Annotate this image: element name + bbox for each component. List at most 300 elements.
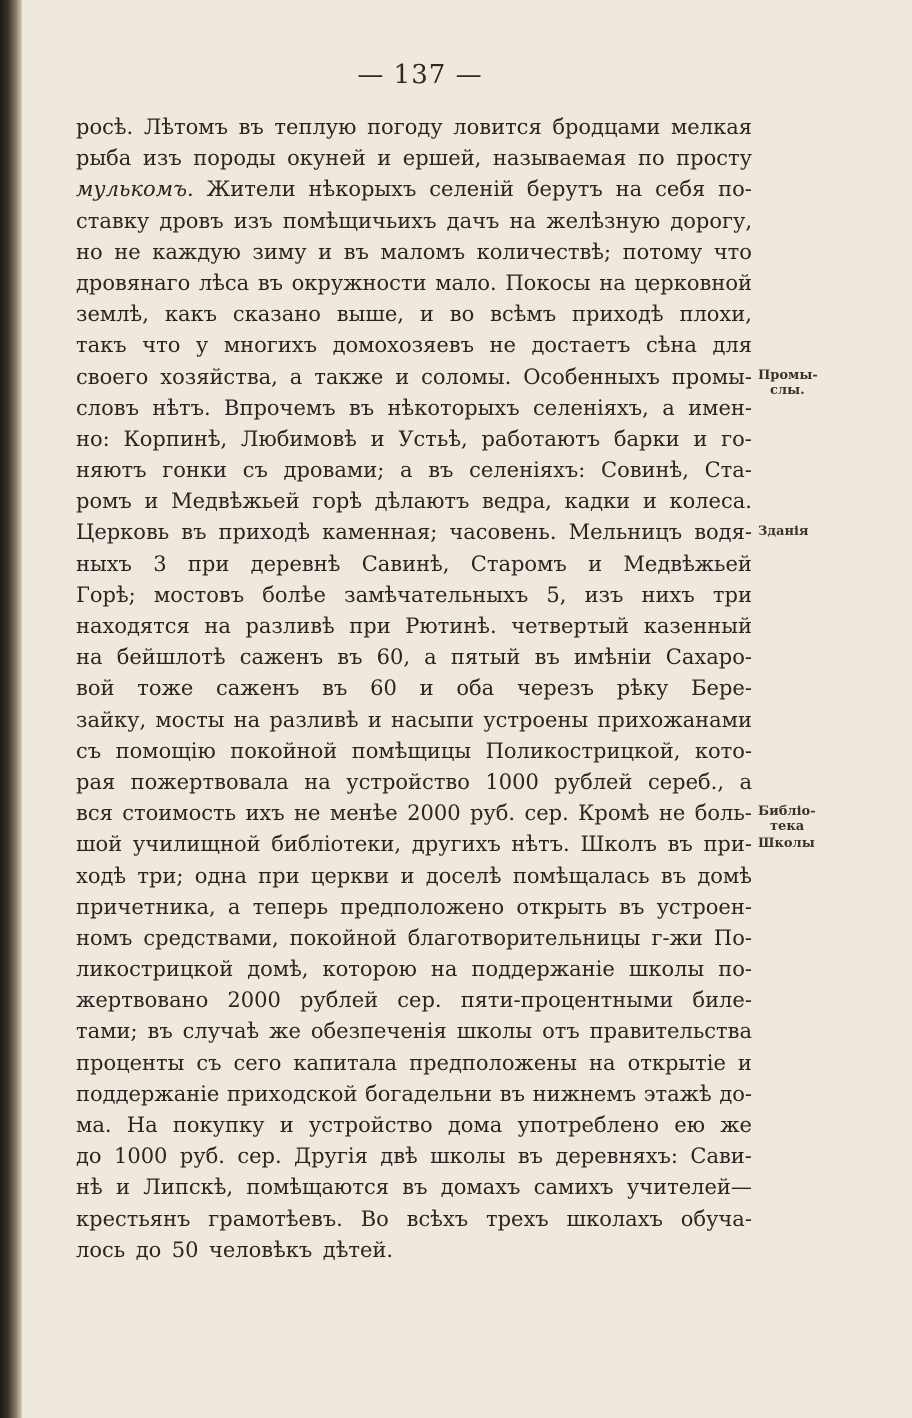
word: школы (628, 957, 705, 982)
word: и (737, 1050, 752, 1075)
word: сер. (524, 801, 569, 826)
word: 2000 (227, 988, 281, 1013)
word: но (76, 239, 103, 264)
word: рублей (299, 988, 379, 1013)
word: называемая (492, 146, 627, 171)
word: при- (703, 832, 752, 857)
word: 3 (153, 551, 167, 576)
text-line (76, 611, 752, 642)
word: оба (456, 676, 495, 701)
word: одна (194, 863, 247, 888)
word: помѣщаются (246, 1175, 389, 1200)
word: какъ (164, 302, 217, 327)
word: не (114, 239, 141, 264)
word: на (599, 270, 626, 295)
word: селеніяхъ: (469, 458, 586, 483)
word: сереб., (647, 769, 724, 794)
word: церкви (310, 863, 390, 888)
margin-note-line: тека (770, 819, 805, 835)
word: пятый (450, 645, 521, 670)
word: Ста- (704, 458, 752, 483)
word: открытіе (627, 1050, 726, 1075)
text-line (76, 362, 752, 393)
word: По- (713, 925, 752, 950)
word: въ (147, 1019, 173, 1044)
word: всѣмъ (490, 302, 557, 327)
word: деревнѣ (250, 551, 341, 576)
word: дорогу, (670, 208, 752, 233)
word: по- (718, 957, 752, 982)
word: 1000 (485, 769, 539, 794)
margin-note-line: Библіо- (758, 804, 816, 820)
word: Устьѣ, (398, 426, 468, 451)
word: Церковь (76, 520, 170, 545)
word: ставку (76, 208, 150, 233)
word: что (142, 333, 181, 358)
word: также (314, 364, 384, 389)
word: 60 (370, 676, 397, 701)
word: въ (322, 676, 348, 701)
word: достаетъ (531, 333, 631, 358)
word: вся (76, 801, 113, 826)
margin-note-line: Зданія (758, 523, 809, 539)
word: до- (719, 1081, 752, 1106)
word: до (135, 1237, 162, 1262)
word: мостовъ (153, 582, 245, 607)
word: устройство (308, 1113, 433, 1137)
word: мосты (155, 707, 225, 732)
word: помощію (115, 738, 216, 763)
word: на (430, 957, 458, 982)
word: сего (233, 1050, 282, 1075)
word: домохозяевъ (332, 333, 474, 358)
text-line (76, 767, 752, 798)
word: причетника, (76, 894, 216, 919)
word: самихъ (533, 1175, 614, 1200)
word: нижнемъ (532, 1081, 637, 1106)
word: Школъ (580, 832, 657, 857)
word: многихъ (223, 333, 318, 358)
word: выше, (336, 302, 404, 327)
word: ликострицкой (76, 957, 234, 982)
word: каменная; (322, 520, 438, 545)
word: маломъ (380, 239, 466, 264)
word: домѣ (697, 863, 752, 888)
word: ходѣ (76, 863, 127, 888)
word: берутъ (526, 177, 603, 202)
word: ловится (453, 115, 542, 139)
word: учителей— (626, 1175, 752, 1200)
word: менѣе (329, 801, 398, 826)
word: пяти-процентными (460, 988, 674, 1013)
word: 1000 (113, 1144, 168, 1169)
word: потому (622, 239, 703, 264)
word: дровъ (159, 208, 224, 233)
word: лѣса (198, 270, 250, 295)
word: и (693, 426, 708, 451)
text-line (76, 1110, 752, 1141)
word: въ (619, 894, 645, 919)
word: г-жи (651, 925, 703, 950)
margin-note-line: Промы- (758, 367, 818, 383)
word: покойной (230, 738, 338, 763)
word: всѣхъ (406, 1206, 469, 1231)
word: вой (76, 676, 115, 701)
word: школахъ (566, 1206, 663, 1231)
word: а (227, 894, 241, 919)
word: горѣ (312, 489, 362, 514)
word: Кромѣ (578, 801, 650, 826)
word: 5, (546, 582, 567, 607)
word: Горѣ; (76, 582, 136, 607)
word: на (204, 614, 231, 638)
word: предположено (340, 894, 505, 919)
word: а (399, 458, 413, 483)
text-line (76, 206, 752, 237)
word: устроен- (656, 894, 752, 919)
word: нѣтъ. (152, 395, 211, 420)
word: четвертый (511, 614, 630, 638)
word: благотворительницы (407, 925, 641, 950)
word: барки (613, 426, 680, 451)
word: употреблено (517, 1113, 660, 1137)
word: мелкая (670, 115, 752, 139)
word: саженъ (239, 645, 324, 670)
word: шой (76, 832, 123, 857)
word: мулькомъ. (76, 177, 194, 202)
word: въ (343, 239, 369, 264)
word: сказано (232, 302, 321, 327)
word: жертвовано (76, 988, 209, 1013)
word: руб. (469, 801, 516, 826)
word: сер. (397, 988, 442, 1013)
word: землѣ, (76, 302, 149, 327)
word: рыба (76, 146, 132, 171)
margin-note-line: слы. (770, 382, 805, 398)
margin-note-line: Школы (758, 835, 815, 851)
word: и (115, 1175, 130, 1200)
word: же (720, 1113, 752, 1137)
word: другихъ (411, 832, 501, 857)
word: насыпи (391, 707, 475, 732)
word: находятся (76, 614, 190, 638)
word: деревняхъ: (555, 1144, 678, 1169)
word: изъ (233, 208, 273, 233)
word: рѣку (616, 676, 669, 701)
text-line (76, 798, 752, 829)
text-line (76, 736, 752, 767)
word: окружности (291, 270, 427, 295)
word: росѣ. (76, 115, 134, 139)
word: грамотѣевъ. (208, 1206, 343, 1231)
word: нихъ (641, 582, 695, 607)
word: Поликострицкой, (485, 738, 681, 763)
word: няютъ (76, 458, 147, 483)
word: помѣщицы (351, 738, 472, 763)
word: нѣ (76, 1175, 103, 1200)
word: дровами; (283, 458, 385, 483)
word: кадки (564, 489, 631, 514)
word: поддержаніе (76, 1081, 220, 1106)
word: сер. (237, 1144, 282, 1169)
word: училищной (132, 832, 261, 857)
word: школы (430, 1144, 506, 1169)
word: дома (447, 1113, 503, 1137)
word: тами; (76, 1019, 138, 1044)
word: и (370, 426, 385, 451)
word: и (377, 146, 392, 171)
word: не (658, 801, 686, 826)
word: го- (721, 426, 752, 451)
word: биле- (692, 988, 752, 1013)
text-line (76, 143, 752, 174)
word: въ (348, 395, 375, 420)
word: ма. (76, 1113, 112, 1137)
word: дѣтей. (322, 1237, 394, 1262)
word: ведра, (482, 489, 552, 514)
word: Любимовѣ (240, 426, 357, 451)
word: Медвѣжьей (623, 551, 752, 576)
word: просту (676, 146, 752, 171)
word: ею (674, 1113, 705, 1137)
word: номъ (76, 925, 133, 950)
word: три (712, 582, 752, 607)
word: нѣкоторыхъ (387, 395, 520, 420)
word: породы (193, 146, 276, 171)
word: и (400, 863, 415, 888)
text-line (76, 1048, 752, 1079)
word: соломы. (421, 364, 512, 389)
word: и (367, 707, 382, 732)
word: Другія (294, 1144, 368, 1169)
word: бродцами (552, 115, 661, 139)
word: водя- (694, 520, 752, 545)
word: у (195, 333, 209, 358)
word: отъ (542, 1019, 580, 1044)
word: церковной (634, 270, 752, 295)
word: библіотеки, (271, 832, 402, 857)
text-line (76, 861, 752, 892)
word: въ (534, 645, 560, 670)
word: а (289, 364, 303, 389)
word: руб. (179, 1144, 225, 1169)
word: въ (337, 645, 363, 670)
word: доселѣ (425, 863, 502, 888)
word: Лѣтомъ (143, 115, 228, 139)
word: случаѣ (182, 1019, 260, 1044)
word: поддержаніе (471, 957, 615, 982)
word: а (424, 645, 437, 670)
word: дровянаго (76, 270, 191, 295)
word: покупку (172, 1113, 265, 1137)
text-line (76, 174, 752, 205)
word: замѣчательныхъ (344, 582, 529, 607)
word: Во (360, 1206, 389, 1231)
word: помѣщичьихъ (282, 208, 437, 233)
word: на (304, 769, 331, 794)
word: при (187, 551, 230, 576)
word: словъ (76, 395, 139, 420)
word: разливѣ (269, 707, 359, 732)
text-line (76, 393, 752, 424)
text-line (76, 112, 752, 143)
word: обуча- (680, 1206, 752, 1231)
word: открыть (516, 894, 607, 919)
word: кото- (694, 738, 752, 763)
text-line (76, 424, 752, 455)
word: прихожанами (597, 707, 752, 732)
word: въ (257, 270, 284, 295)
word: школы (456, 1019, 533, 1044)
word: и (279, 1113, 294, 1137)
word: а (739, 769, 752, 794)
word: и (642, 489, 657, 514)
word: нѣтъ. (511, 832, 570, 857)
word: колеса. (669, 489, 752, 514)
text-line (76, 517, 752, 548)
word: правительства (589, 1019, 752, 1044)
word: двѣ (380, 1144, 418, 1169)
word: приходѣ (572, 302, 664, 327)
word: богадельни (365, 1081, 493, 1106)
word: средствами, (143, 925, 279, 950)
word: на (615, 177, 643, 202)
word: Старомъ (470, 551, 567, 576)
text-line (76, 1141, 752, 1172)
word: Корпинѣ, (123, 426, 228, 451)
word: нѣкорыхъ (308, 177, 417, 202)
word: Сави- (690, 1144, 752, 1169)
word: теплую (274, 115, 357, 139)
margin-note (758, 524, 898, 539)
word: и (395, 364, 410, 389)
text-line (76, 1016, 752, 1047)
word: во (449, 302, 475, 327)
word: дѣлаютъ (374, 489, 470, 514)
text-line (76, 237, 752, 268)
word: Мельницъ (568, 520, 683, 545)
word: проценты (76, 1050, 185, 1075)
word: болѣе (262, 582, 326, 607)
word: три; (137, 863, 184, 888)
word: изъ (584, 582, 624, 607)
margin-note (758, 804, 898, 834)
word: Впрочемъ (224, 395, 336, 420)
word: плохи, (679, 302, 752, 327)
word: домахъ (440, 1175, 521, 1200)
text-line (76, 892, 752, 923)
word: тоже (137, 676, 194, 701)
word: но: (76, 426, 110, 451)
word: на (233, 707, 261, 732)
word: человѣкъ (209, 1237, 313, 1262)
word: зайку, (76, 707, 147, 732)
word: въ (402, 1175, 428, 1200)
word: гонки (162, 458, 227, 483)
word: количествѣ; (476, 239, 612, 264)
word: и (144, 489, 159, 514)
margin-note (758, 368, 898, 398)
word: для (712, 333, 752, 358)
word: что (713, 239, 752, 264)
word: пожертвовала (130, 769, 289, 794)
text-line (76, 455, 752, 486)
word: капитала (293, 1050, 398, 1075)
text-line (76, 1235, 752, 1266)
word: этажѣ (643, 1081, 712, 1106)
word: въ (499, 1081, 525, 1106)
word: промы- (671, 364, 752, 389)
word: себя (655, 177, 706, 202)
word: ихъ (245, 801, 285, 826)
book-spine-shadow (0, 0, 22, 1418)
text-line (76, 829, 752, 860)
word: не (294, 801, 321, 826)
word: въ (181, 520, 207, 545)
word: предположены (409, 1050, 577, 1075)
text-line (76, 954, 752, 985)
text-line (76, 268, 752, 299)
text-line (76, 673, 752, 704)
word: съ (76, 738, 102, 763)
word: въ (517, 1144, 544, 1169)
word: рублей (554, 769, 633, 794)
word: и (419, 302, 434, 327)
word: которою (322, 957, 417, 982)
word: Рютинѣ. (405, 614, 497, 638)
word: устройство (346, 769, 470, 794)
word: на (509, 208, 537, 233)
text-line (76, 923, 752, 954)
word: по (637, 146, 665, 171)
word: при (349, 614, 391, 638)
word: Савинѣ, (361, 551, 450, 576)
word: лось (76, 1237, 126, 1262)
word: имѣніи (573, 645, 652, 670)
word: 60, (376, 645, 410, 670)
word: помѣщалась (512, 863, 650, 888)
text-line (76, 549, 752, 580)
word: по- (718, 177, 752, 202)
word: разливѣ (245, 614, 335, 638)
word: приходѣ (218, 520, 311, 545)
text-line (76, 330, 752, 361)
word: Жители (206, 177, 296, 202)
word: съ (242, 458, 268, 483)
word: Медвѣжьей (171, 489, 300, 514)
text-line (76, 1172, 752, 1203)
word: и (318, 239, 333, 264)
word: имен- (688, 395, 752, 420)
word: покойной (289, 925, 397, 950)
word: а (662, 395, 675, 420)
word: На (126, 1113, 158, 1137)
word: Бере- (691, 676, 752, 701)
word: Липскѣ, (143, 1175, 234, 1200)
word: на (589, 1050, 616, 1075)
word: изъ (142, 146, 182, 171)
word: селеній (429, 177, 514, 202)
word: Сахаро- (665, 645, 752, 670)
word: селеніяхъ, (533, 395, 649, 420)
text-line (76, 299, 752, 330)
text-line (76, 1079, 752, 1110)
margin-note (758, 836, 898, 851)
word: часовень. (449, 520, 557, 545)
word: домѣ, (247, 957, 309, 982)
word: обезпеченія (310, 1019, 447, 1044)
text-line (76, 580, 752, 611)
